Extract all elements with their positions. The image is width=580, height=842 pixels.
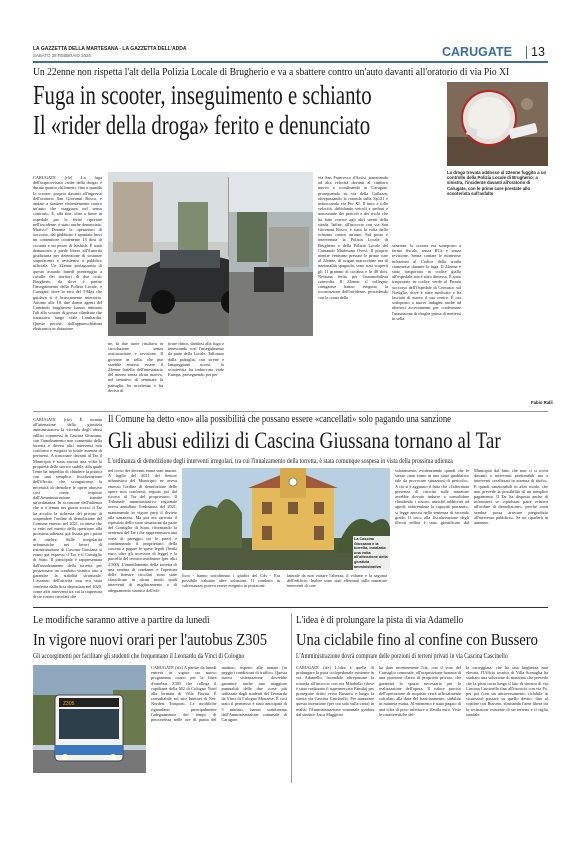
story4-headline: Una ciclabile fino al confine con Bussero — [296, 630, 538, 649]
cascina-photo-caption: La Cascina Giussana e la torretta, innalzata una volta all'attenzione della giustizia amministrativa — [353, 536, 390, 570]
story2-subhead: L'ordinanza di demolizione degli interventi irregolari, tra cui l'innalzamento della torretta, è stata comunque sospesa in vista della prossima udienza — [108, 456, 453, 465]
story1-col-3: tirare dritto, dandosi alla fuga e innescando così l'inseguimento da parte della Locale. Tallonato dalla pattuglia, con sirene e lampeggianti accesi, lo scooterista ha imboccato viale Europa, proseguendo poi per — [168, 341, 224, 378]
bus-photo-image — [33, 665, 146, 773]
story3-subhead: Gli accorgimenti per facilitare gli studenti che frequentano il Leonardo da Vinci di Cologno — [33, 651, 245, 660]
story1-col-2b: ne, la due ruote risultava in circolazione senza assicurazione e revisione. Il giovane in sella, che pur sarebbe emerso essere il 22enne fratello dell'intestatario del mezzo senza alcun motivo, nel tentativo di seminare la pattuglia, ha accelerato e ha deciso di — [108, 341, 163, 393]
story4-subhead: L'Amministrazione dovrà comprare delle porzioni di terreni privati in via Cascina Cascinello — [296, 651, 508, 660]
drug-photo-caption: La droga trovata addosso al 22enne fuggito a un controllo della Polizia Locale di Brugherio; a sinistra, l'incidente davanti all'oratorio di Carugate, con le prime cure prestate allo scooterista sull'asfalto — [447, 170, 547, 196]
story4-col-1: CARUGATE (rfz) L'idea è quella di prolungare la pista ciclopedonale esistente in via Adamello, facendole oltrepassare la rotonda all'incrocio con via Mirabello (dove è stato realizzato il supermercato Famila) per proseguire dritto verso Bussero e lungo la stretta via Cascina Cascinello. Per tramutare questa intenzione (per ora solo sulla carta) in realtà, l'Amministrazione comunale guidata dal sindaco Luca Maggioni — [296, 665, 374, 717]
story3-kicker: Le modifiche saranno attive a partire da lunedì — [33, 615, 210, 626]
story2-col-4: laterale da non variare l'altezza, il volume e la sagoma dell'edificio. Inoltre sono stati effettuati sulle murature interventi di con- — [287, 573, 387, 589]
story4-kicker: L'idea è di prolungare la pista di via Adamello — [296, 615, 464, 626]
story2-col-3: ficio - hanno sottolineato i giudici del Cds - Era possibile valutare altre soluzioni. Il condotto in calcestruzzo poteva essere eseguito in posizione — [182, 573, 280, 589]
story1-col-4: via San Francesco d'Assisi, transitando ad alta velocità davanti al cimitero nuovo e sconfinando in Carugate, proseguendo su via della Gallazza, oltrepassando la rotonda sulla Sp121 e imboccando via Pio XI. Il tutto a folle velocità, dribblando veicoli e pedoni e noncurante dei pericoli e dei rischi che ha fatto correre agli altri utenti della strada. Infine, all'incrocio con via San Giovanni Bosco, è stata la volta dello schianto contro un'auto. Sul posto è intervenuta la Polizia Locale di Brugherio e della Polizia Locale del Comando Martesana Ovest. Il proprio mentre venivano prestate le prime cure al 22enne, di origini marocchine ma di nazionalità spagnola, sono stati scoperti gli 11 grammi di cocaina e le 48 dosi. Nessuna ferita per l'automobilista coinvolta. Il 22enne, il collegato carugatese hanno eseguito la ricostruzione dell'incidente, procedendo con la conta delle — [318, 175, 388, 300]
divider-1 — [33, 411, 548, 412]
story2-col-5: solidamento, evidenziando quindi che le stesse «non erano in uno stato qualitativo tale da provocare situazioni di pericolo». A ciò si è aggiunto il fatto che «l'affermata presenza di criticità sulle murature avrebbe dovuto indurre a consolidare chiudendo i rosoni, anziché additivati ad agirdi, riducendone la capacità portante», si legge ancora nella sentenza di secondo grado. Il «no» alla fiscalizzazione degli illeciti edilizi è stato giustificato dal Municipio dal fatto che non ci si trova davanti a interventi perdonabili ma a interventi «realizzati in assenza di titolo». E quindi sanzionabili in altro modo, che non prevede la possibilità di un semplice pagamento. Il Tar ha disposto anche di informarsi se «qualsiasi parte relativa all'ordine di demolizione», perché «non sembra possa arrecare pregiudizio all'interesse pubblico». Se ne riparlerà in autunno. — [395, 468, 548, 526]
divider-2 — [33, 607, 548, 608]
drug-photo — [447, 82, 548, 166]
story1-headline-2: Il «rider della droga» ferito e denunciato — [33, 110, 371, 140]
story4-col-3: la carreggiata, che ha una larghezza non elevata, l'Ufficio tecnico di Villa Somaglia ha studiato una soluzione di massima che prevede che la pista corra lungo il lato di sinistra di via Cascina Cascinello fino all'incrocio con via Po, per poi (con un attraversamento ciclabile in sicurezza) passare su quello destro, fino al confine con Bussero, sfruttando l'area libera tra la recinzione esistente di un terreno e il ciglio stradale. — [466, 665, 548, 717]
masthead-rule — [33, 61, 548, 63]
section-divider — [526, 46, 527, 59]
story1-col-1: CARUGATE (rfz) La fuga dell'improvvisato «rider della droga» è durata quattro chilometri, fino a quando lo scooter, proprio davanti all'ingresso dell'oratorio San Giovanni Bosco, è andato a sbattere violentemente contro un'auto che viaggiava nel senso contrario. E, alla fine, oltre a finire in ospedale per le ferite riportate nell'incidente, è stato anche denunciato. Motivo? Durante le operazioni di soccorso, dal giubbotto è spuntato fuori un contenitore contenente 13 dosi di cocaina e un pezzo di hashish. È stato denunciato a piede libero all'Autorità giudiziaria per detenzione di sostanze stupefacenti e resistenza a pubblico ufficiale. Un 22enne protagonista di questo assurdo lunedì pomeriggio a cavallo dei territori di due città: Brugherio, da dove è partito l'inseguimento della Polizia Locale, e Carugate, dove lo zero del T-Max che guidava si è bruscamente interrotto. Attorno alle 18, due donne agenti del Comando brugherese hanno intimato l'alt allo scooter di grossa cilindrata che transitava lungo viale Lombardia. Questo perché, dall'apparecchiatura elettronica in dotazione — [33, 175, 102, 331]
story-separator — [291, 613, 292, 783]
story1-byline: Fabio Ralli — [531, 400, 553, 405]
story4-col-2: ha dato recentemente l'ok, con il voto del Consiglio comunale, all'acquisizione bonaria di una porzione d'area di proprietà privata, che garantirà lo spazio necessario per la realizzazione dell'opera. Il valore preciso dell'operazione di acquisto verrà ufficialmente calcolato alla data del frazionamento, stabilito in maniera esatta. Al momento è stato pagato di una cifra di poco inferiore a 10mila euro. Viste le caratteristiche del- — [379, 665, 461, 717]
story3-col-1: CARUGATE (rfz) A partire da lunedì entrerà in vigore un nuovo programma orario per la linea d'autobus Z305 che collega il capolinea della M2 di Cologno Nord alla fermata di Villa Fiorita. È consultabile sul sito Internet di Net-Nordest Trasporti. Le modifiche riguardano principalmente l'adeguamento dei tempi di percorrenza nelle ore di punta del mattino, rispetto alle mutate (in peggio) condizioni di traffico. Questa nuova sistemazione dovrebbe garantire anche una maggiore puntualità delle due corse più utilizzate dagli studenti del Leonardo da Vinci di Cologno Monzese. È così stato il permesso è stato anticipato di 5 minuti», hanno sottolineato dall'Amministrazione comunale di Carugate. — [151, 665, 287, 723]
masthead-paper: LA GAZZETTA DELLA MARTESANA - LA GAZZETTA DELL'ADDA — [33, 46, 187, 52]
scene-photo — [229, 172, 313, 336]
story3-headline: In vigore nuovi orari per l'autobus Z305 — [33, 630, 268, 649]
drug-photo-image — [447, 82, 548, 166]
masthead-date: SABATO 28 FEBBRAIO 2026 — [33, 53, 91, 58]
story2-kicker: Il Comune ha detto «no» alla possibilità che possano essere «cancellati» solo pagando una sanzione — [108, 414, 451, 425]
scene-photo-image — [229, 172, 313, 336]
story1-col-5: sanzioni: lo scooter era sottoposto a fermo fiscale, senza RCa e senza revisione. Senza contare le numerose infrazioni al Codice della strada commesse durante la fuga. Il 22enne è stato trasportato in codice giallo all'ospedale, ma è stato dimesso. È stato trasportato in codice verde al Pronto soccorso dell'Ospedale di Cernusco sul Naviglio, dove è stato medicato e ha lasciato di nuovo il suo centro. È ora sottoposto a nuove indagini anche ad ulteriori accertamenti per confermare l'assunzione di droghe prima di mettersi in sella. — [392, 243, 461, 321]
story2-headline: Gli abusi edilizi di Cascina Giussana tornano al Tar — [108, 428, 501, 453]
page-number: 13 — [531, 45, 545, 59]
story1-kicker: Un 22enne non rispetta l'alt della Polizia Locale di Brugherio e va a sbattere contro un'auto davanti all'oratorio di via Pio XI — [33, 67, 510, 78]
bus-photo — [33, 665, 146, 773]
section-title: CARUGATE — [442, 45, 512, 59]
story2-col-2: nel corso dei decenni erano stati murati. A luglio del 2021 del Settore urbanistica del Municipio ne aveva emesso l'ordine di demolizione delle opere non conformi, seguito poi dal ricorso al Tar del proprietario. Il Tribunale amministrativo regionale aveva annullato l'ordinanza del 2021, mantenendo in vigore però il divieto alla sanatoria. Ma poi era arrivato il ripristino dello stato situazione da parte del Consiglio di Stato, riformando la sentenza del Tar (che rappresentava una sorta di pareggio tra le parti) e condannando il proprietario della cascina a pagare le spese legali (3mila euro, oltre gli accessori di legge) e la parcella del tecnico mediatore (per altri 2.500). L'annullamento della torretta di una sentina di condanni e l'apertura delle finestre circolari sono state classificate in alcun modo quali interventi di miglioramento o di adeguamento sismico dell'edi- — [108, 468, 177, 593]
story1-headline-1: Fuga in scooter, inseguimento e schianto — [33, 80, 372, 110]
svg-text:Z305: Z305 — [63, 701, 75, 707]
story2-col-1: CARUGATE (rfz) È tornata all'attenzione della giustizia amministrativa la vicenda degli abusi edilizi commessi in Cascina Giussana, con l'innalzamento non consentito della torretta e diversi altri interventi non conformi e eseguiti in totale assenza di permessi. A trascinare davanti al Tar il Municipio è stata ancora una volta la proprietà dello storico stabile, alla quale l'ente ha impedito di chiudere la pratica con una semplice fiscalizzazione dell'illecito, che sconguirasse la necessità di demolire le opere abusive così come imposto dall'Amministrazione tramite un'ordinanza. In occasione dell'udienza che si è tenuta nei giorni scorsi, il Tar ha accolto la richiesta del privato di sospendere l'ordine di demolizione del Comune emesso nel 2021, in attesa che si entri nel merito della questione alla prossima udienza, già fissata per i primi di ottobre. Sulle irregolarità urbanistiche nei lavori di ristrutturazione di Cascina Giussana si erano già espressi il Tar e il Consiglio di Stato. Il principale è rappresentata dall'innalzamento della torretta per posizionare un condotto sismico atto a garantire la stabilità strutturale. L'assenso dell'attività non era stata conferita dalla Scia depositata nel 2020, come altri interventi tra cui la riapertura di tre rosoni circolari che — [33, 417, 102, 599]
